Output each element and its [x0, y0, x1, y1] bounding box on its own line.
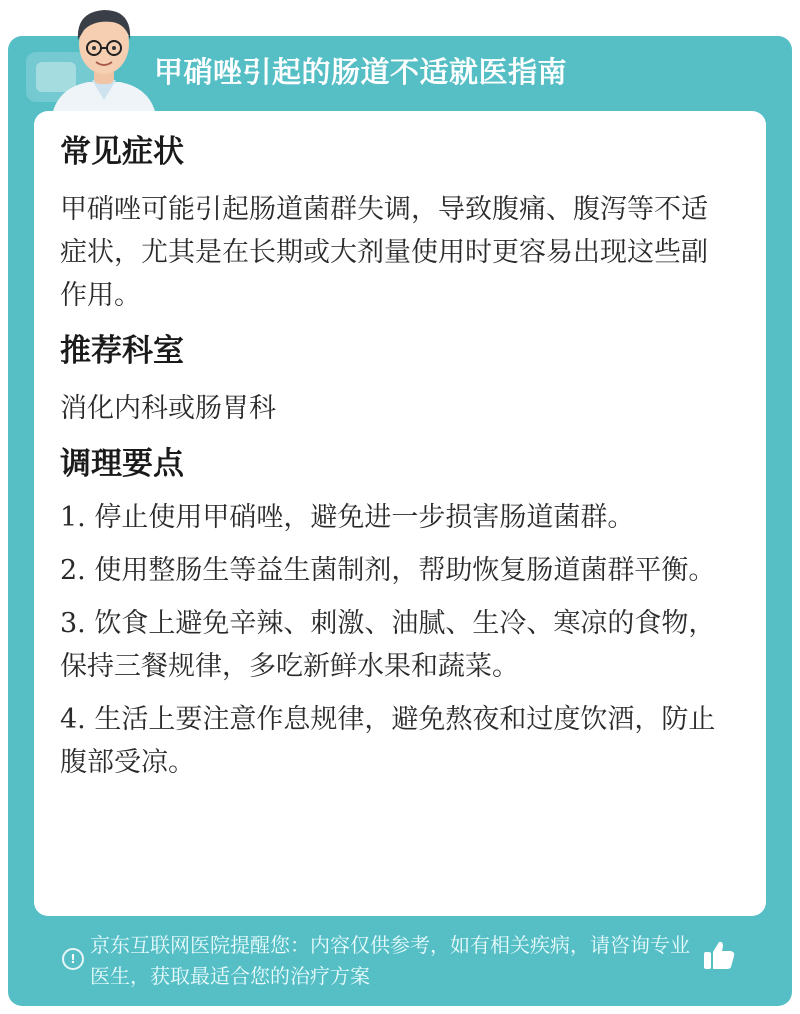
doctor-avatar: [48, 0, 160, 115]
care-tip: 3. 饮食上避免辛辣、刺激、油腻、生冷、寒凉的食物，保持三餐规律，多吃新鲜水果和蔬菜。: [60, 608, 716, 682]
care-heading: 调理要点: [60, 446, 184, 482]
care-tip: 4. 生活上要注意作息规律，避免熬夜和过度饮酒，防止腹部受凉。: [60, 704, 716, 778]
disclaimer-text: 京东互联网医院提醒您：内容仅供参考，如有相关疾病，请咨询专业医生，获取最适合您的治疗方案: [90, 933, 690, 988]
symptoms-text: 甲硝唑可能引起肠道菌群失调，导致腹痛、腹泻等不适症状，尤其是在长期或大剂量使用时更容易出现这些副作用。: [60, 194, 708, 311]
department-text: 消化内科或肠胃科: [60, 393, 276, 424]
care-tip: 1. 停止使用甲硝唑，避免进一步损害肠道菌群。: [60, 502, 635, 533]
thumbs-up-icon[interactable]: [702, 938, 736, 972]
info-icon: !: [62, 948, 84, 970]
department-heading: 推荐科室: [60, 333, 184, 369]
symptoms-heading: 常见症状: [60, 134, 184, 170]
care-tips-list: [60, 496, 730, 784]
care-tip: 2. 使用整肠生等益生菌制剂，帮助恢复肠道菌群平衡。: [60, 555, 716, 586]
page-title: 甲硝唑引起的肠道不适就医指南: [154, 55, 568, 89]
guide-content: [60, 130, 730, 794]
